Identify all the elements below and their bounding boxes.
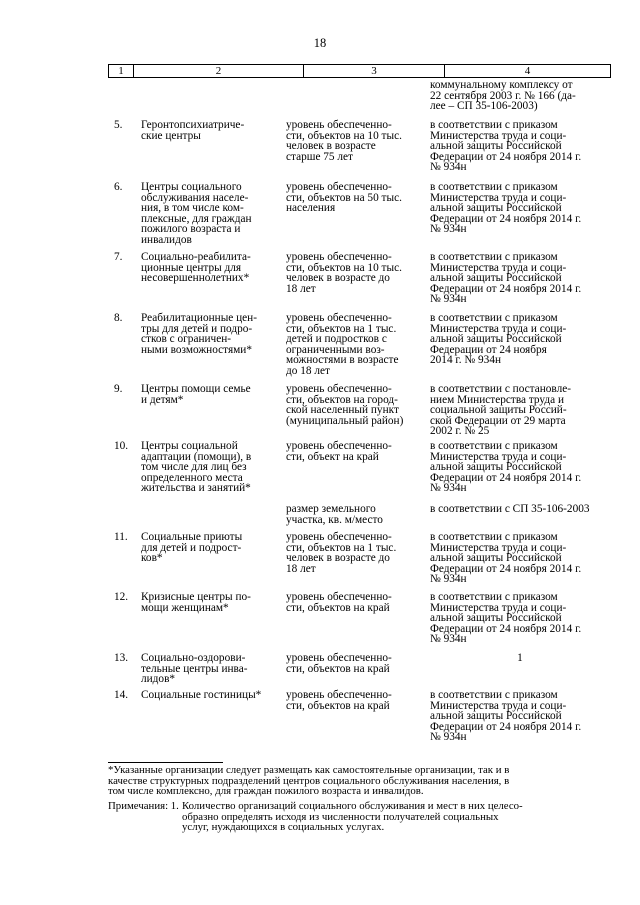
- row-doc: 1: [517, 652, 523, 664]
- row-name: Реабилитационные цен- тры для детей и подро- стков с ограничен- ными возможностями*: [141, 312, 257, 356]
- header-col-1: 1: [109, 65, 134, 77]
- notes-label: Примечания: 1.: [108, 800, 179, 812]
- footnote: *Указанные организации следует размещать как самостоятельные организации, так и в качестве структурных подразделений центров социального обслуживания населения, в том числе комплексно, для граждан пожилого возраста и инвалидов.: [108, 764, 510, 797]
- row-number: 5.: [114, 119, 123, 131]
- header-col-4: 4: [524, 65, 531, 77]
- row-indicator: уровень обеспеченно- сти, объектов на 50 тыс. населения: [286, 181, 402, 215]
- row-name: Геронтопсихиатриче- ские центры: [141, 119, 245, 142]
- row-indicator: уровень обеспеченно- сти, объектов на 10 тыс. человек в возрасте старше 75 лет: [286, 119, 402, 163]
- row-indicator: уровень обеспеченно- сти, объектов на край: [286, 689, 392, 712]
- row-name: Социальные гостиницы*: [141, 689, 262, 701]
- row-number: 14.: [114, 689, 129, 701]
- header-col-2: 2: [134, 65, 304, 77]
- row-number: 7.: [114, 251, 123, 263]
- row-indicator: уровень обеспеченно- сти, объектов на 1 тыс. человек в возрасте до 18 лет: [286, 531, 397, 575]
- row-number: 9.: [114, 383, 123, 395]
- row-number: 12.: [114, 591, 129, 603]
- page-number: 18: [313, 36, 327, 50]
- row-indicator: уровень обеспеченно- сти, объектов на город- ской населенный пункт (муниципальный район): [286, 383, 404, 427]
- row-number: 6.: [114, 181, 123, 193]
- row-doc: в соответствии с приказом Министерства труда и соци- альной защиты Российской Федерации от 24 ноября 2014 г. № 934н: [430, 119, 582, 174]
- row-number: 13.: [114, 652, 129, 664]
- row-number: 8.: [114, 312, 123, 324]
- row-indicator: уровень обеспеченно- сти, объектов на край: [286, 591, 392, 614]
- row-name: Социально-реабилита- ционные центры для несовершеннолетних*: [141, 251, 251, 285]
- row-doc: в соответствии с приказом Министерства труда и соци- альной защиты Российской Федерации от 24 ноября 2014 г. № 934н: [430, 181, 582, 236]
- notes-text: Количество организаций социального обслуживания и мест в них целесо- образно определять исходя из численности получателей социальных услуг, нуждающихся в социальных услугах.: [182, 800, 523, 833]
- row-indicator: уровень обеспеченно- сти, объектов на 10 тыс. человек в возрасте до 18 лет: [286, 251, 402, 295]
- row-number: 10.: [114, 440, 129, 452]
- row-name: Центры социального обслуживания населе- ния, в том числе ком- плексные, для граждан пожилого возраста и инвалидов: [141, 181, 252, 246]
- row-number: 11.: [114, 531, 128, 543]
- row-doc: в соответствии с СП 35-106-2003: [430, 503, 590, 515]
- row-indicator: уровень обеспеченно- сти, объектов на край: [286, 652, 392, 675]
- row-doc: в соответствии с постановле- нием Министерства труда и социальной защиты Россий- ской Федерации от 29 марта 2002 г. № 25: [430, 383, 572, 438]
- row-doc: в соответствии с приказом Министерства труда и соци- альной защиты Российской Федерации от 24 ноября 2014 г. № 934н: [430, 689, 582, 744]
- row-name: Кризисные центры по- мощи женщинам*: [141, 591, 251, 614]
- row-name: Социальные приюты для детей и подрост- ков*: [141, 531, 243, 565]
- continuation-text: коммунальному комплексу от 22 сентября 2003 г. № 166 (да- лее – СП 35-106-2003): [430, 79, 576, 113]
- header-col-3: 3: [304, 65, 445, 77]
- row-doc: в соответствии с приказом Министерства труда и соци- альной защиты Российской Федерации от 24 ноября 2014 г. № 934н: [430, 251, 582, 306]
- row-name: Центры помощи семье и детям*: [141, 383, 251, 406]
- row-indicator: уровень обеспеченно- сти, объектов на 1 тыс. детей и подростков с ограниченными воз- можностями в возрасте до 18 лет: [286, 312, 399, 377]
- row-doc: в соответствии с приказом Министерства труда и соци- альной защиты Российской Федерации от 24 ноября 2014 г. № 934н: [430, 312, 567, 367]
- row-name: Социально-оздорови- тельные центры инва- лидов*: [141, 652, 248, 686]
- row-doc: в соответствии с приказом Министерства труда и соци- альной защиты Российской Федерации от 24 ноября 2014 г. № 934н: [430, 440, 582, 495]
- footnote-divider: [108, 762, 223, 763]
- row-indicator: размер земельного участка, кв. м/место: [286, 503, 383, 526]
- table-header: [108, 64, 611, 78]
- row-name: Центры социальной адаптации (помощи), в том числе для лиц без определенного места жительства и занятий*: [141, 440, 252, 495]
- row-indicator: уровень обеспеченно- сти, объект на край: [286, 440, 392, 463]
- row-doc: в соответствии с приказом Министерства труда и соци- альной защиты Российской Федерации от 24 ноября 2014 г. № 934н: [430, 531, 582, 586]
- row-doc: в соответствии с приказом Министерства труда и соци- альной защиты Российской Федерации от 24 ноября 2014 г. № 934н: [430, 591, 582, 646]
